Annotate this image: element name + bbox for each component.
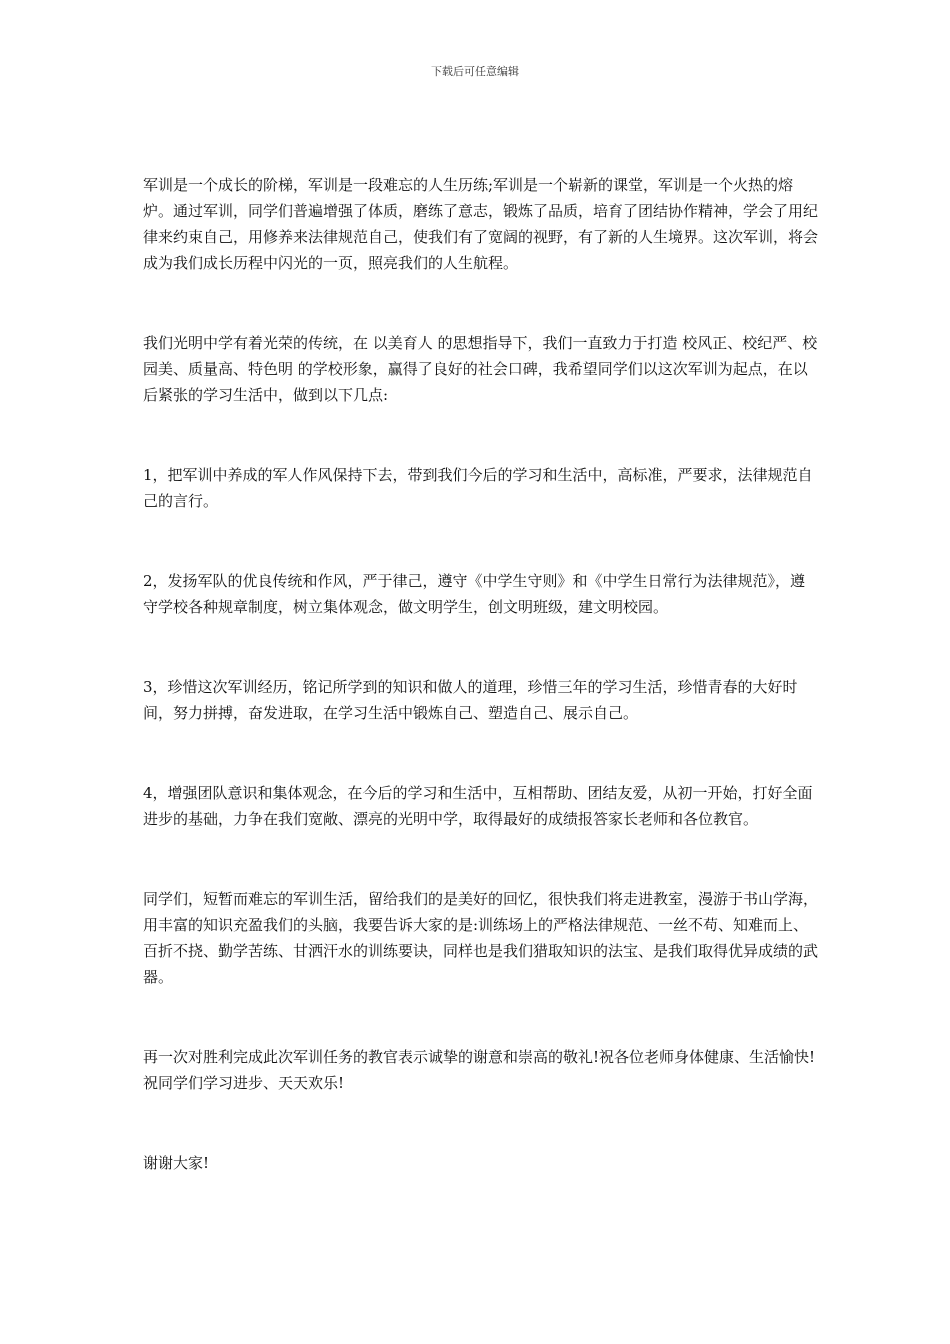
paragraph-point-1: 1，把军训中养成的军人作风保持下去，带到我们今后的学习和生活中，高标准，严要求，法律规范自己的言行。: [143, 466, 813, 510]
paragraph-classmates: 同学们，短暂而难忘的军训生活，留给我们的是美好的回忆，很快我们将走进教室，漫游于书山学海，用丰富的知识充盈我们的头脑，我要告诉大家的是:训练场上的严格法律规范、一丝不苟、知难而上、百折不挠、勤学苦练、甘洒汗水的训练要诀，同样也是我们猎取知识的法宝、是我们取得优异成绩的武器。: [143, 890, 819, 986]
paragraph-intro: 军训是一个成长的阶梯，军训是一段难忘的人生历练;军训是一个崭新的课堂，军训是一个火热的熔炉。通过军训，同学们普遍增强了体质，磨练了意志，锻炼了品质，培育了团结协作精神，学会了用纪律来约束自己，用修养来法律规范自己，使我们有了宽阔的视野，有了新的人生境界。这次军训，将会成为我们成长历程中闪光的一页，照亮我们的人生航程。: [143, 176, 819, 272]
paragraph-closing: 谢谢大家!: [143, 1154, 210, 1172]
paragraph-point-4: 4，增强团队意识和集体观念，在今后的学习和生活中，互相帮助、团结友爱，从初一开始，打好全面进步的基础，力争在我们宽敞、漂亮的光明中学，取得最好的成绩报答家长老师和各位教官。: [143, 784, 813, 828]
paragraph-point-2: 2，发扬军队的优良传统和作风，严于律己，遵守《中学生守则》和《中学生日常行为法律规范》，遵守学校各种规章制度，树立集体观念，做文明学生，创文明班级，建文明校园。: [143, 572, 806, 616]
paragraph-thanks-instructors: 再一次对胜利完成此次军训任务的教官表示诚挚的谢意和崇高的敬礼!祝各位老师身体健康、生活愉快!祝同学们学习进步、天天欢乐!: [143, 1048, 816, 1092]
paragraph-school-tradition: 我们光明中学有着光荣的传统，在 以美育人 的思想指导下，我们一直致力于打造 校风正、校纪严、校园美、质量高、特色明 的学校形象，赢得了良好的社会口碑，我希望同学们以这次军训为起点，在以后紧张的学习生活中，做到以下几点:: [143, 334, 818, 404]
paragraph-point-3: 3，珍惜这次军训经历，铭记所学到的知识和做人的道理，珍惜三年的学习生活，珍惜青春的大好时间，努力拼搏，奋发进取，在学习生活中锻炼自己、塑造自己、展示自己。: [143, 678, 798, 722]
document-body: [143, 172, 818, 1176]
page-header: 下载后可任意编辑: [431, 65, 519, 78]
